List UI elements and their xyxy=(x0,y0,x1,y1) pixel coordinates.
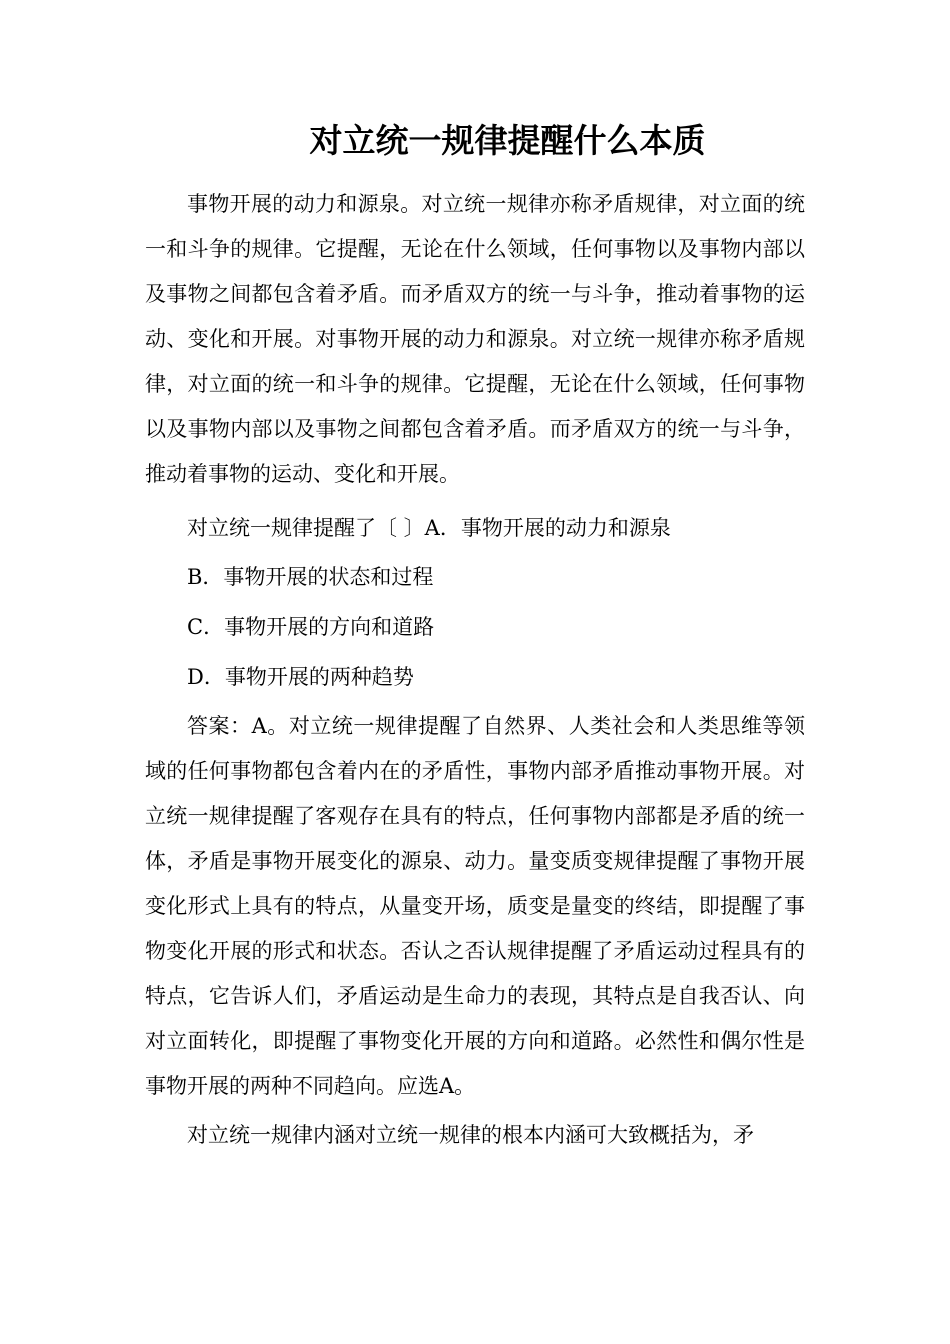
option-d: D．事物开展的两种趋势 xyxy=(187,665,414,689)
document-title: 对立统一规律提醒什么本质 xyxy=(309,121,706,160)
question-text: 对立统一规律提醒了〔 〕A．事物开展的动力和源泉 xyxy=(187,516,671,540)
body-paragraph: 事物开展的动力和源泉。对立统一规律亦称矛盾规律，对立面的统一和斗争的规律。它提醒，无论在什么领域，任何事物以及事物内部以及事物之间都包含着矛盾。而矛盾双方的统一与斗争，推动着事物的运动、变化和开展。对事物开展的动力和源泉。对立统一规律亦称矛盾规律，对立面的统一和斗争的规律。它提醒，无论在什么领域，任何事物以及事物内部以及事物之间都包含着矛盾。而矛盾双方的统一与斗争，推动着事物的运动、变化和开展。 xyxy=(145,192,805,486)
body-paragraph-truncated: 对立统一规律内涵对立统一规律的根本内涵可大致概括为，矛 xyxy=(187,1123,754,1147)
option-c: C．事物开展的方向和道路 xyxy=(187,615,435,639)
option-b: B．事物开展的状态和过程 xyxy=(187,565,434,589)
document-page xyxy=(145,118,805,1158)
answer-paragraph: 答案：A。对立统一规律提醒了自然界、人类社会和人类思维等领域的任何事物都包含着内在的矛盾性，事物内部矛盾推动事物开展。对立统一规律提醒了客观存在具有的特点，任何事物内部都是矛盾的统一体，矛盾是事物开展变化的源泉、动力。量变质变规律提醒了事物开展变化形式上具有的特点，从量变开场，质变是量变的终结，即提醒了事物变化开展的形式和状态。否认之否认规律提醒了矛盾运动过程具有的特点，它告诉人们，矛盾运动是生命力的表现，其特点是自我否认、向对立面转化，即提醒了事物变化开展的方向和道路。必然性和偶尔性是事物开展的两种不同趋向。应选A。 xyxy=(145,714,805,1098)
